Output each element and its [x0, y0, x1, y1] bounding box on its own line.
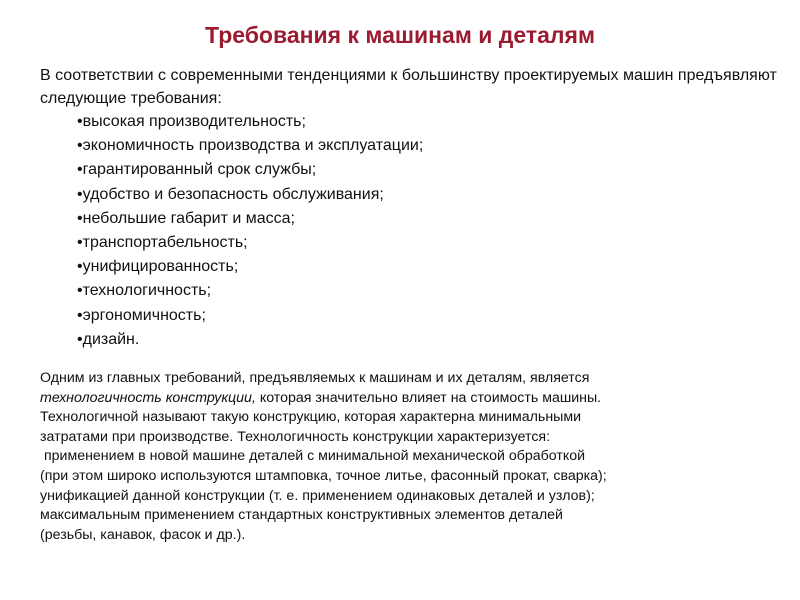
body-line: максимальным применением стандартных конструктивных элементов деталей — [40, 507, 563, 524]
manufacturability-paragraph — [40, 369, 780, 545]
list-item: • экономичность производства и эксплуатации; — [77, 134, 423, 158]
list-item: • транспортабельность; — [77, 231, 423, 255]
body-line-rest: которая значительно влияет на стоимость машины. — [255, 389, 602, 406]
list-item: • эргономичность; — [77, 304, 423, 328]
body-line — [40, 389, 780, 409]
body-line: Одним из главных требований, предъявляемых к машинам и их деталям, является — [40, 370, 590, 386]
body-line: затратами при производстве. Технологичность конструкции характеризуется: — [40, 428, 551, 445]
intro-paragraph: В соответствии с современными тенденциями к большинству проектируемых машин предъявляют следующие требования: — [40, 67, 777, 107]
italic-term: технологичность конструкции, — [40, 389, 256, 406]
list-item: • технологичность; — [77, 279, 423, 303]
requirements-list — [77, 110, 423, 352]
list-item: • гарантированный срок службы; — [77, 158, 423, 182]
body-line: применением в новой машине деталей с минимальной механической обработкой — [40, 448, 586, 465]
body-line: Технологичной называют такую конструкцию, которая характерна минимальными — [40, 409, 582, 426]
list-item: • небольшие габарит и масса; — [77, 207, 423, 231]
body-line: унификацией данной конструкции (т. е. применением одинаковых деталей и узлов); — [40, 487, 595, 504]
list-item: • удобство и безопасность обслуживания; — [77, 183, 423, 207]
body-line: (резьбы, канавок, фасок и др.). — [40, 526, 246, 543]
list-item: • дизайн. — [77, 328, 423, 352]
slide-title: Требования к машинам и деталям — [205, 22, 595, 48]
list-item: • высокая производительность; — [77, 110, 423, 134]
list-item: • унифицированность; — [77, 255, 423, 279]
body-line: (при этом широко используются штамповка, точное литье, фасонный прокат, сварка); — [40, 467, 607, 484]
